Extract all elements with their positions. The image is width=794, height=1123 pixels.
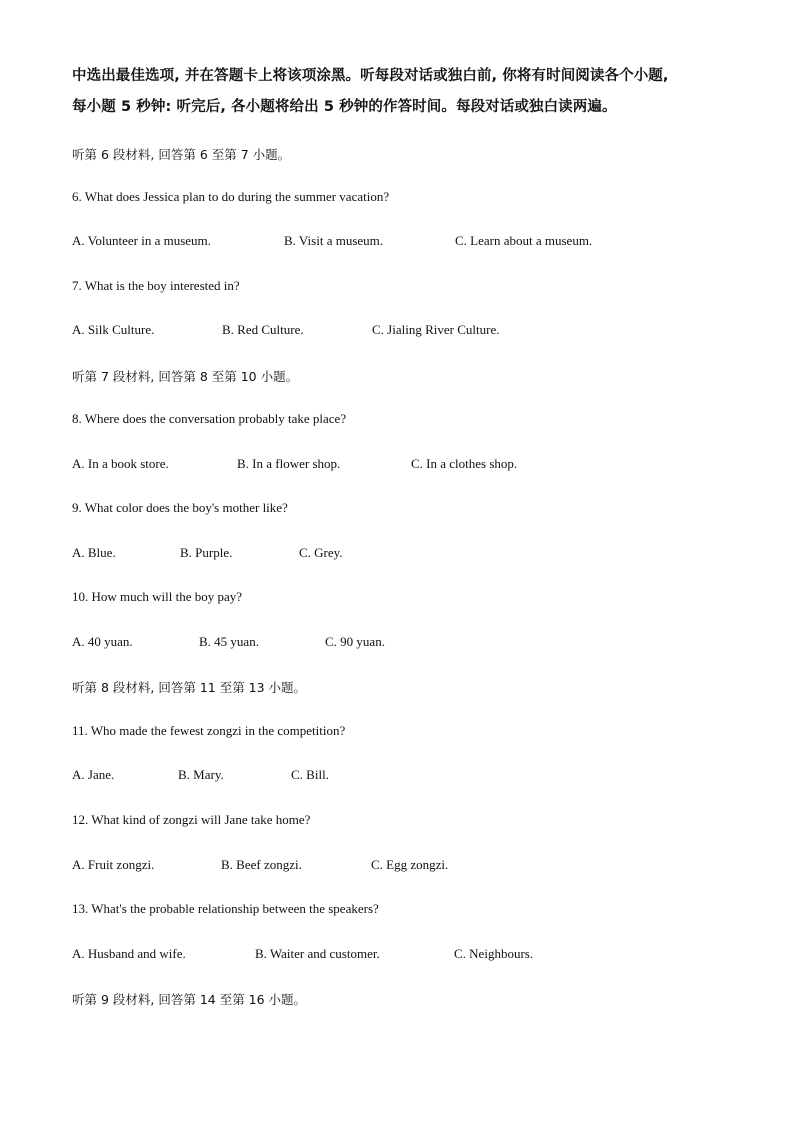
options-11 — [72, 767, 732, 785]
options-10 — [72, 634, 732, 652]
section-heading-7: 听第 7 段材料, 回答第 8 至第 10 小题。 — [72, 369, 299, 384]
option-c: C. Neighbours. — [454, 946, 534, 961]
option-a: A. Husband and wife. — [72, 946, 186, 961]
option-a: A. Blue. — [72, 545, 116, 560]
question-13: 13. What's the probable relationship between the speakers? — [72, 901, 379, 916]
option-b: B. Purple. — [180, 545, 233, 560]
instruction-line-1: 中选出最佳选项, 并在答题卡上将该项涂黑。听每段对话或独白前, 你将有时间阅读各个小题, — [72, 68, 669, 84]
option-b: B. Beef zongzi. — [221, 857, 302, 872]
option-a: A. In a book store. — [72, 456, 169, 471]
option-b: B. Visit a museum. — [284, 233, 384, 248]
options-6 — [72, 233, 732, 251]
option-c: C. Learn about a museum. — [455, 233, 593, 248]
instruction-line-2: 每小题 5 秒钟: 听完后, 各小题将给出 5 秒钟的作答时间。每段对话或独白读两遍。 — [72, 99, 617, 115]
section-heading-6: 听第 6 段材料, 回答第 6 至第 7 小题。 — [72, 147, 291, 162]
option-a: A. Silk Culture. — [72, 322, 155, 337]
option-a: A. Fruit zongzi. — [72, 857, 155, 872]
option-b: B. Waiter and customer. — [255, 946, 380, 961]
section-heading-8: 听第 8 段材料, 回答第 11 至第 13 小题。 — [72, 680, 307, 695]
option-b: B. Mary. — [178, 767, 224, 782]
option-c: C. Grey. — [299, 545, 343, 560]
question-7: 7. What is the boy interested in? — [72, 278, 240, 293]
question-10: 10. How much will the boy pay? — [72, 589, 243, 604]
option-b: B. Red Culture. — [222, 322, 304, 337]
question-6: 6. What does Jessica plan to do during the summer vacation? — [72, 189, 390, 204]
options-8 — [72, 456, 732, 474]
options-13 — [72, 946, 732, 964]
option-c: C. In a clothes shop. — [411, 456, 518, 471]
question-11: 11. Who made the fewest zongzi in the competition? — [72, 723, 346, 738]
options-7 — [72, 322, 732, 340]
option-c: C. 90 yuan. — [325, 634, 385, 649]
option-b: B. In a flower shop. — [237, 456, 341, 471]
options-12 — [72, 857, 732, 875]
option-a: A. Jane. — [72, 767, 115, 782]
option-a: A. Volunteer in a museum. — [72, 233, 211, 248]
option-c: C. Bill. — [291, 767, 329, 782]
question-12: 12. What kind of zongzi will Jane take home? — [72, 812, 311, 827]
options-9 — [72, 545, 732, 563]
option-b: B. 45 yuan. — [199, 634, 259, 649]
option-a: A. 40 yuan. — [72, 634, 133, 649]
question-9: 9. What color does the boy's mother like? — [72, 500, 288, 515]
option-c: C. Jialing River Culture. — [372, 322, 500, 337]
question-8: 8. Where does the conversation probably take place? — [72, 411, 347, 426]
option-c: C. Egg zongzi. — [371, 857, 449, 872]
section-heading-9: 听第 9 段材料, 回答第 14 至第 16 小题。 — [72, 992, 307, 1007]
